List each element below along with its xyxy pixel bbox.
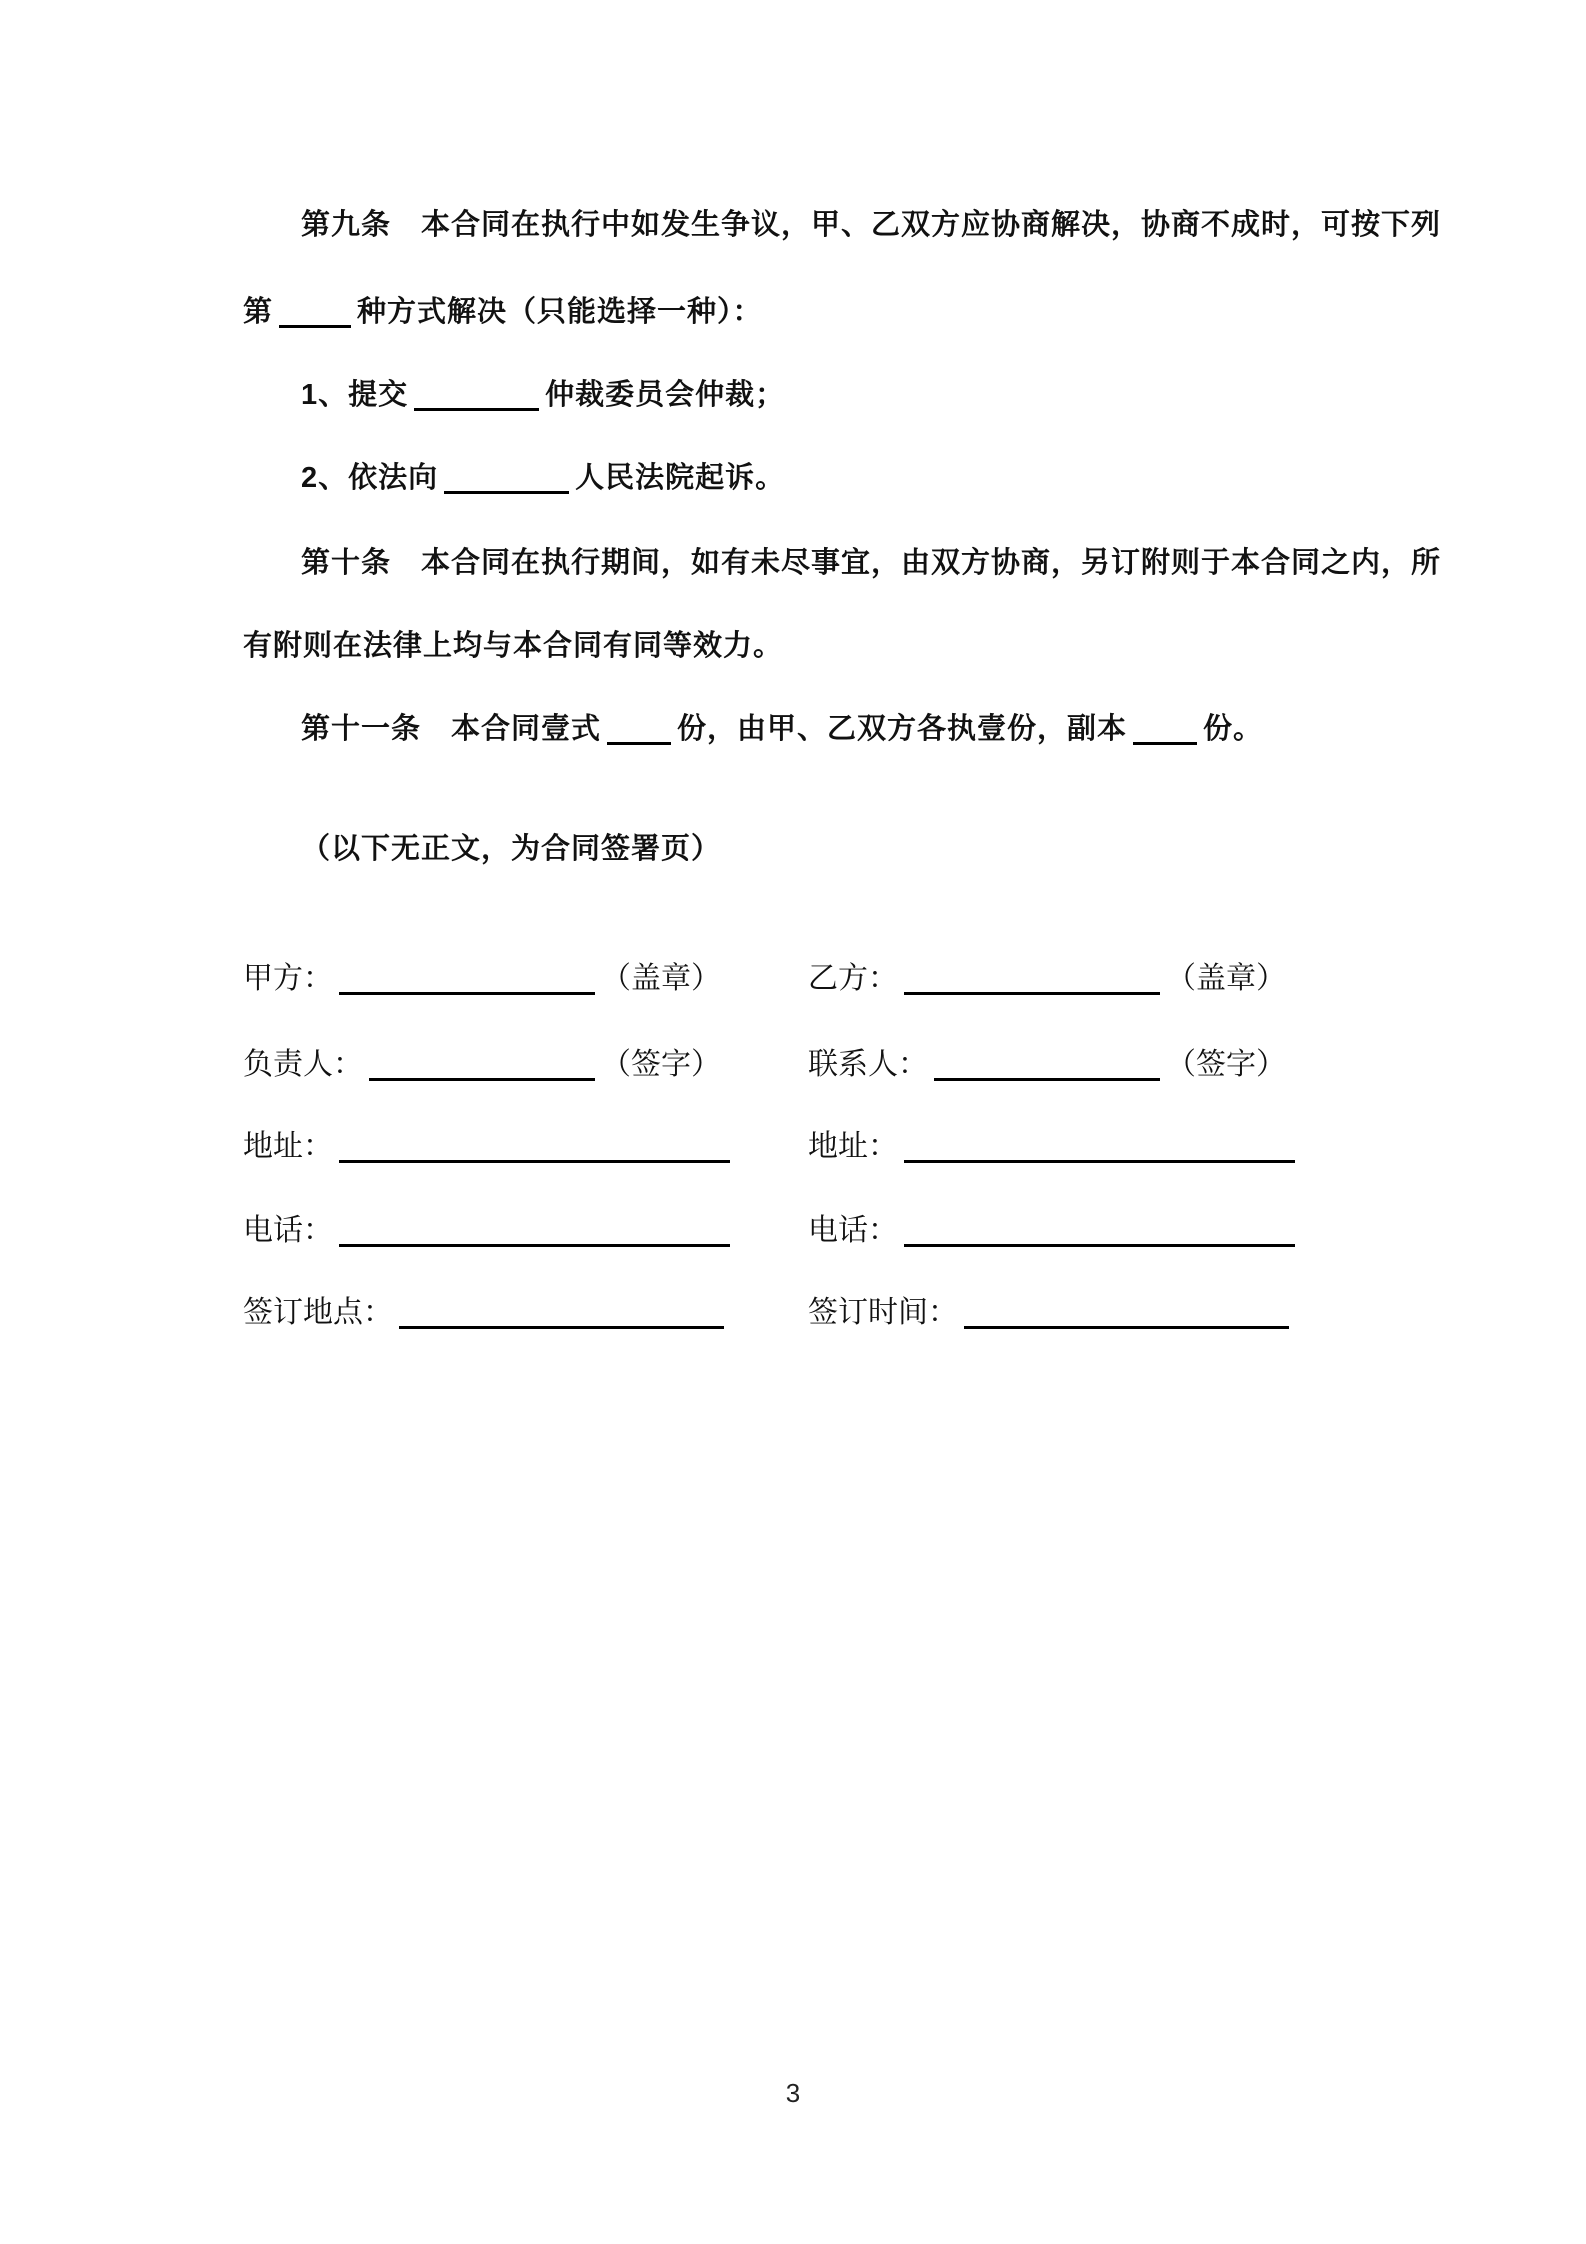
address-a-label: 地址： [243, 1130, 333, 1163]
party-b-seal-label: （盖章） [1166, 962, 1286, 995]
blank-party-a-name [339, 962, 595, 995]
clause-9-line-1 [243, 203, 1442, 247]
party-b-field [808, 956, 1436, 1002]
blank-method-number [279, 296, 351, 328]
phone-b-field [808, 1208, 1436, 1254]
signature-page-note [243, 827, 1436, 871]
principal-sign-label: （签字） [601, 1048, 721, 1081]
address-b-label: 地址： [808, 1130, 898, 1163]
clause-11-pre: 第十一条 本合同壹式 [301, 713, 602, 745]
blank-party-b-name [904, 962, 1160, 995]
principal-label: 负责人： [243, 1048, 363, 1081]
clause-9-item-2 [243, 456, 1436, 500]
blank-contact-name [934, 1048, 1160, 1081]
signature-row-phone [243, 1208, 1436, 1254]
sign-time-field [808, 1290, 1436, 1336]
party-b-label: 乙方： [808, 962, 898, 995]
clause-9-line2-post: 种方式解决（只能选择一种）： [357, 296, 763, 328]
signature-row-address [243, 1124, 1436, 1170]
contact-label: 联系人： [808, 1048, 928, 1081]
note-text: （以下无正文，为合同签署页） [301, 833, 722, 865]
clause-11-post: 份。 [1203, 713, 1264, 745]
phone-a-label: 电话： [243, 1214, 333, 1247]
signature-row-place-time [243, 1290, 1436, 1336]
blank-phone-a [339, 1214, 730, 1247]
clause-10-text-1: 第十条 本合同在执行期间，如有未尽事宜，由双方协商，另订附则于本合同之内，所 [301, 547, 1442, 579]
signature-row-person [243, 1042, 1436, 1088]
phone-b-label: 电话： [808, 1214, 898, 1247]
blank-copies-duplicate [1133, 713, 1197, 745]
blank-principal-name [369, 1048, 595, 1081]
sign-time-label: 签订时间： [808, 1296, 958, 1329]
party-a-seal-label: （盖章） [601, 962, 721, 995]
phone-a-field [243, 1208, 808, 1254]
party-a-label: 甲方： [243, 962, 333, 995]
blank-address-a [339, 1130, 730, 1163]
clause-9-item1-post: 仲裁委员会仲裁； [545, 379, 786, 411]
clause-10-line-1 [243, 541, 1442, 585]
clause-9-line2-pre: 第 [243, 296, 274, 328]
blank-copies-original [607, 713, 671, 745]
clause-9-item2-post: 人民法院起诉。 [575, 462, 786, 494]
contact-field [808, 1042, 1436, 1088]
clause-9-line-2 [243, 290, 1436, 334]
blank-phone-b [904, 1214, 1295, 1247]
clause-9-item2-pre: 2、依法向 [301, 462, 439, 494]
address-a-field [243, 1124, 808, 1170]
blank-sign-time [964, 1296, 1289, 1329]
clause-9-text-1: 第九条 本合同在执行中如发生争议，甲、乙双方应协商解决，协商不成时，可按下列 [301, 209, 1442, 241]
page-number: 3 [785, 2078, 801, 2108]
sign-place-field [243, 1290, 808, 1336]
signature-row-party [243, 956, 1436, 1002]
address-b-field [808, 1124, 1436, 1170]
principal-field [243, 1042, 808, 1088]
clause-11-mid: 份，由甲、乙双方各执壹份，副本 [677, 713, 1128, 745]
clause-10-line-2 [243, 624, 1436, 668]
clause-9-item-1 [243, 373, 1436, 417]
clause-9-item1-pre: 1、提交 [301, 379, 409, 411]
blank-court [444, 462, 569, 494]
blank-arbitration-commission [414, 379, 539, 411]
clause-10-text-2: 有附则在法律上均与本合同有同等效力。 [243, 630, 784, 662]
blank-sign-place [399, 1296, 724, 1329]
contact-sign-label: （签字） [1166, 1048, 1286, 1081]
blank-address-b [904, 1130, 1295, 1163]
clause-11-line [243, 707, 1436, 751]
party-a-field [243, 956, 808, 1002]
sign-place-label: 签订地点： [243, 1296, 393, 1329]
